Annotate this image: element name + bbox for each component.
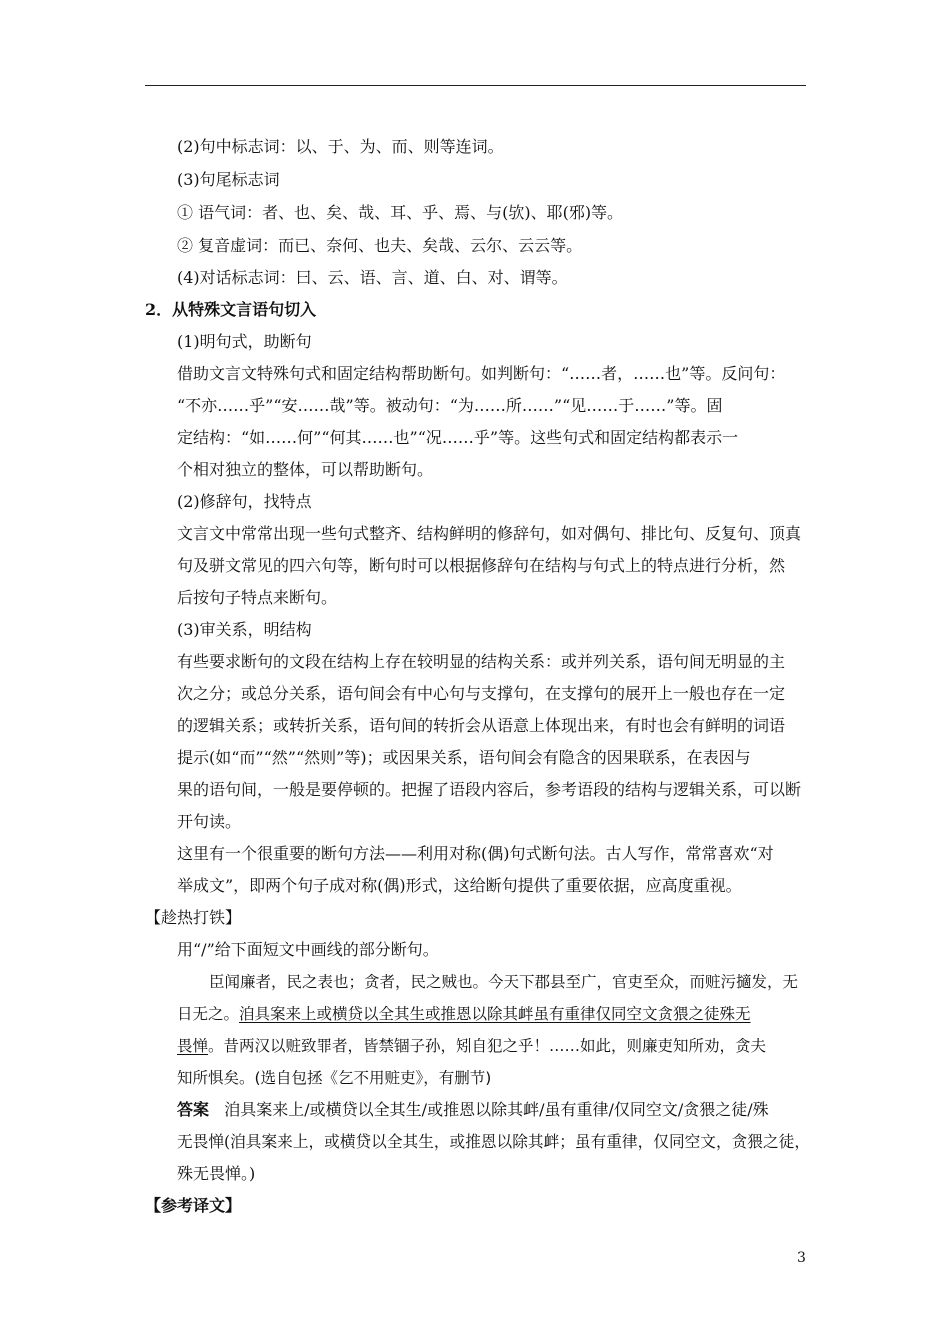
passage-text: 。昔两汉以赃致罪者，皆禁锢子孙，矧自犯之乎！……如此，则廉吏知所劝，贪夫 [208, 1037, 767, 1055]
text-line: 举成文”，即两个句子成对称(偶)形式，这给断句提供了重要依据，应高度重视。 [177, 876, 742, 895]
exercise-heading: 【趁热打铁】 [145, 908, 242, 927]
text-line: 文言文中常常出现一些句式整齐、结构鲜明的修辞句，如对偶句、排比句、反复句、顶真 [177, 524, 802, 543]
header-rule [145, 85, 806, 86]
answer-line: 无畏惮(洎具案来上，或横贷以全其生，或推恩以除其衅；虽有重律，仅同空文，贪猥之徒， [177, 1132, 811, 1151]
text-line: 这里有一个很重要的断句方法——利用对称(偶)句式断句法。古人写作，常常喜欢“对 [177, 844, 774, 863]
underlined-passage: 洎具案来上或横贷以全其生或推恩以除其衅虽有重律仅同空文贪猥之徒殊无 [239, 1005, 751, 1023]
text-line: ② 复音虚词：而已、奈何、也夫、矣哉、云尔、云云等。 [177, 236, 583, 255]
text-line: (4)对话标志词：曰、云、语、言、道、白、对、谓等。 [177, 268, 568, 287]
subheading: (1)明句式，助断句 [177, 332, 312, 351]
underlined-passage: 畏惮 [177, 1037, 209, 1055]
text-line: 后按句子特点来断句。 [177, 588, 338, 607]
page-number: 3 [797, 1250, 806, 1266]
text-line: 次之分；或总分关系，语句间会有中心句与支撑句，在支撑句的展开上一般也存在一定 [177, 684, 786, 703]
answer-line [177, 1100, 769, 1120]
passage-line: 知所惧矣。(选自包拯《乞不用赃吏》，有删节) [177, 1069, 492, 1087]
text-line: 句及骈文常见的四六句等，断句时可以根据修辞句在结构与句式上的特点进行分析，然 [177, 556, 786, 575]
exercise-instruction: 用“/”给下面短文中画线的部分断句。 [177, 940, 439, 959]
passage-line [177, 1036, 766, 1056]
passage-line: 臣闻廉者，民之表也；贪者，民之贼也。今天下郡县至广，官吏至众，而赃污擿发，无 [209, 973, 799, 991]
text-line: 借助文言文特殊句式和固定结构帮助断句。如判断句：“……者，……也”等。反问句： [177, 364, 786, 383]
text-line: ① 语气词：者、也、矣、哉、耳、乎、焉、与(欤)、耶(邪)等。 [177, 203, 624, 222]
answer-line: 殊无畏惮。) [177, 1164, 256, 1183]
text-line: 有些要求断句的文段在结构上存在较明显的结构关系：或并列关系，语句间无明显的主 [177, 652, 786, 671]
answer-text: 洎具案来上/或横贷以全其生/或推恩以除其衅/虽有重律/仅同空文/贪猥之徒/殊 [224, 1100, 769, 1119]
text-line: 个相对独立的整体，可以帮助断句。 [177, 460, 434, 479]
text-line: 提示(如“而”“然”“然则”等)；或因果关系，语句间会有隐含的因果联系，在表因与 [177, 748, 751, 767]
text-line: (2)句中标志词：以、于、为、而、则等连词。 [177, 137, 504, 156]
answer-label: 答案 [177, 1100, 210, 1119]
text-line: 的逻辑关系；或转折关系，语句间的转折会从语意上体现出来，有时也会有鲜明的词语 [177, 716, 786, 735]
reference-translation-heading: 【参考译文】 [145, 1196, 242, 1215]
text-line: 定结构：“如……何”“何其……也”“况……乎”等。这些句式和固定结构都表示一 [177, 428, 739, 447]
text-line: 果的语句间，一般是要停顿的。把握了语段内容后，参考语段的结构与逻辑关系，可以断 [177, 780, 802, 799]
passage-text: 日无之。 [177, 1005, 240, 1023]
subheading: (2)修辞句，找特点 [177, 492, 312, 511]
section-heading: 2．从特殊文言语句切入 [145, 300, 317, 319]
text-line: “不亦……乎”“安……哉”等。被动句：“为……所……”“见……于……”等。固 [177, 396, 723, 415]
text-line: 开句读。 [177, 812, 242, 831]
subheading: (3)审关系，明结构 [177, 620, 312, 639]
passage-line [177, 1004, 751, 1024]
text-line: (3)句尾标志词 [177, 170, 280, 189]
